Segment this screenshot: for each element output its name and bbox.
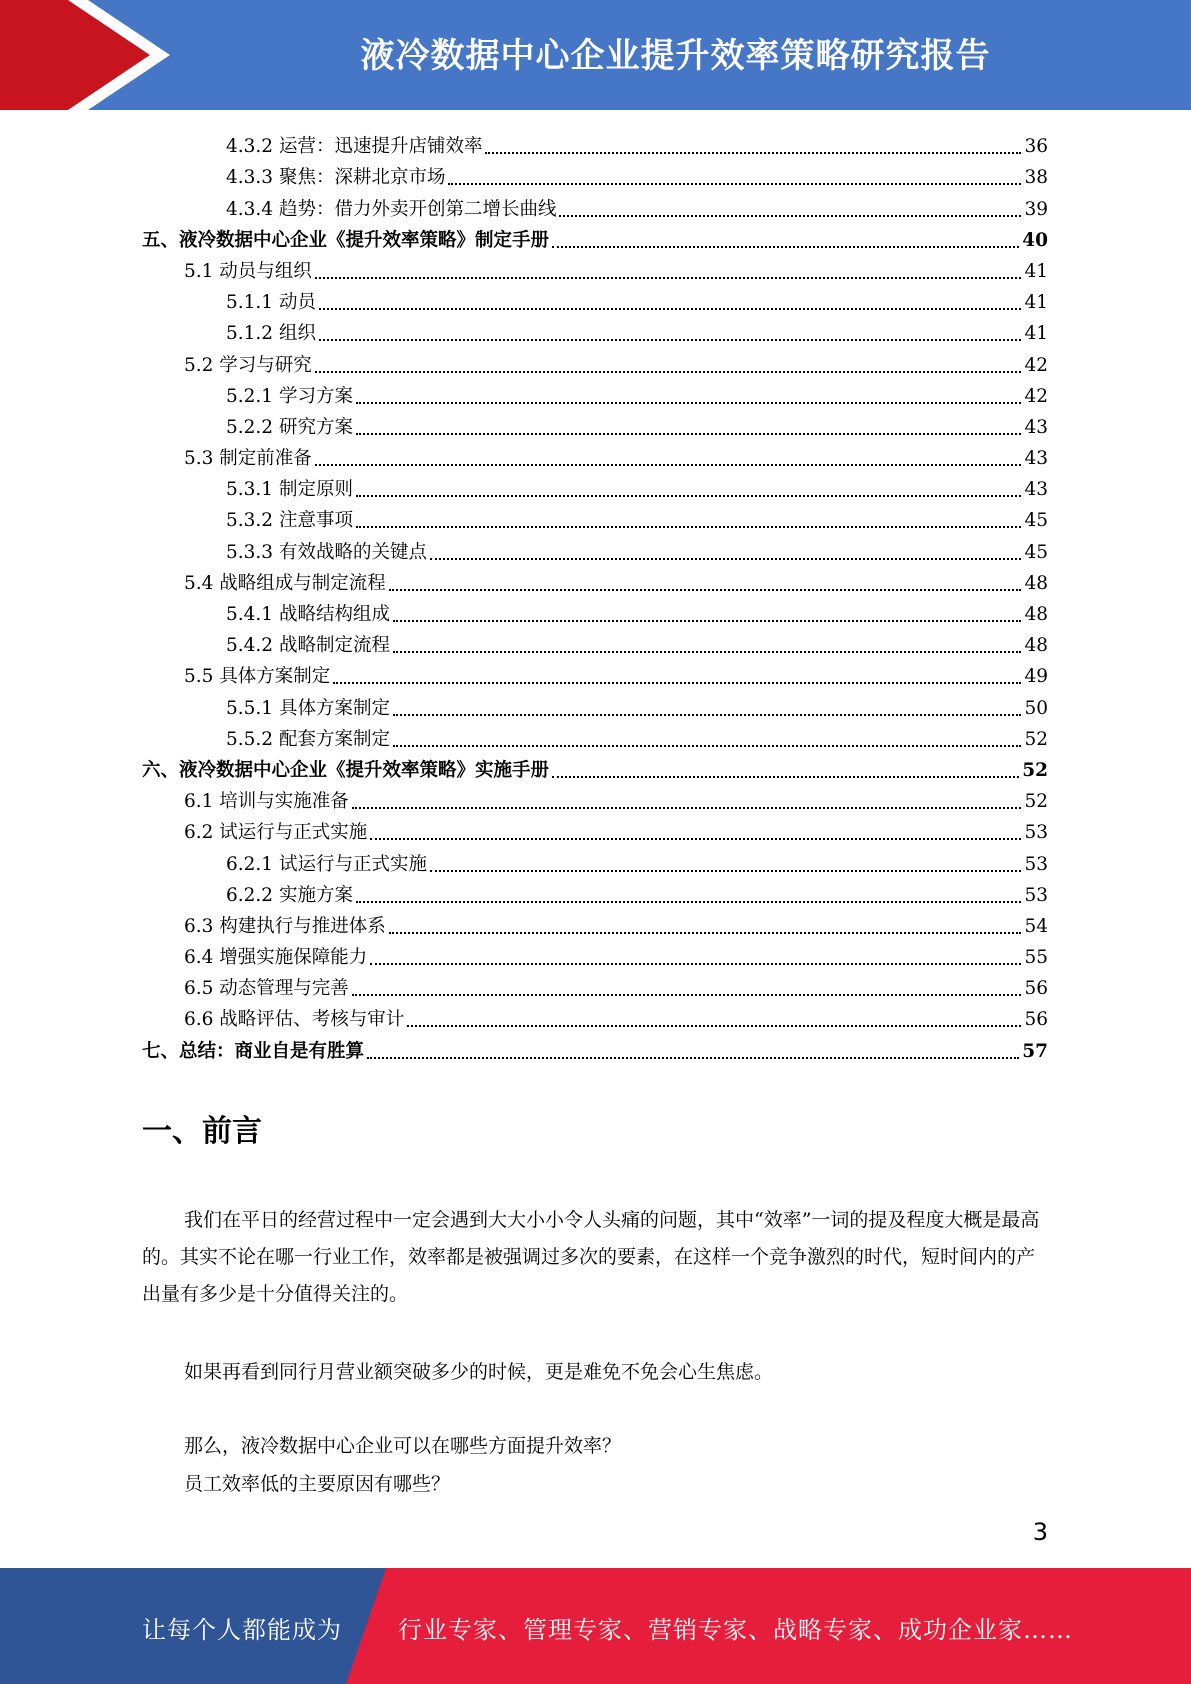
toc-leader-dots: [552, 776, 1019, 778]
toc-entry[interactable]: [142, 814, 1048, 845]
toc-entry-page: 52: [1024, 728, 1048, 750]
toc-entry-page: 38: [1024, 167, 1048, 189]
toc-entry[interactable]: [142, 315, 1048, 346]
toc-entry[interactable]: [142, 565, 1048, 596]
toc-entry-page: 42: [1024, 354, 1048, 376]
toc-entry-label: 5.2 学习与研究: [184, 354, 312, 376]
toc-entry[interactable]: [142, 627, 1048, 658]
toc-entry[interactable]: [142, 222, 1048, 253]
toc-leader-dots: [352, 807, 1022, 809]
toc-entry-page: 41: [1024, 260, 1048, 282]
toc-entry-page: 53: [1024, 822, 1048, 844]
toc-leader-dots: [393, 620, 1021, 622]
toc-leader-dots: [430, 870, 1021, 872]
toc-entry[interactable]: [142, 502, 1048, 533]
toc-entry[interactable]: [142, 596, 1048, 627]
toc-entry-page: 48: [1024, 572, 1048, 594]
toc-entry-page: 56: [1024, 978, 1048, 1000]
toc-leader-dots: [430, 558, 1021, 560]
toc-leader-dots: [370, 963, 1021, 965]
toc-leader-dots: [315, 464, 1022, 466]
toc-entry-page: 52: [1022, 759, 1048, 781]
toc-entry-page: 57: [1022, 1040, 1048, 1062]
toc-entry-label: 五、液冷数据中心企业《提升效率策略》制定手册: [142, 229, 550, 251]
toc-entry-page: 55: [1024, 947, 1048, 969]
toc-entry[interactable]: [142, 689, 1048, 720]
toc-entry-label: 6.2 试运行与正式实施: [184, 822, 368, 844]
toc-entry[interactable]: [142, 1001, 1048, 1032]
toc-leader-dots: [315, 277, 1022, 279]
toc-entry-label: 5.4.1 战略结构组成: [226, 604, 390, 625]
toc-entry-page: 52: [1024, 791, 1048, 813]
toc-entry-page: 49: [1024, 666, 1048, 688]
toc-entry-page: 48: [1024, 604, 1048, 625]
toc-entry[interactable]: [142, 1032, 1048, 1063]
toc-entry[interactable]: [142, 533, 1048, 564]
toc-entry[interactable]: [142, 658, 1048, 689]
toc-leader-dots: [356, 433, 1022, 435]
toc-entry-label: 5.1.1 动员: [226, 292, 316, 314]
toc-entry-label: 六、液冷数据中心企业《提升效率策略》实施手册: [142, 759, 550, 781]
toc-entry-page: 43: [1024, 416, 1048, 438]
toc-entry[interactable]: [142, 845, 1048, 876]
toc-leader-dots: [389, 589, 1022, 591]
toc-entry[interactable]: [142, 253, 1048, 284]
toc-entry-label: 5.3.1 制定原则: [226, 479, 353, 501]
toc-entry-label: 七、总结：商业自是有胜算: [142, 1040, 365, 1062]
toc-entry[interactable]: [142, 471, 1048, 502]
toc-entry-label: 5.3 制定前准备: [184, 448, 312, 470]
toc-leader-dots: [352, 994, 1022, 996]
toc-entry-label: 6.6 战略评估、考核与审计: [184, 1009, 405, 1031]
toc-entry-label: 5.3.2 注意事项: [226, 510, 353, 532]
toc-entry-label: 6.1 培训与实施准备: [184, 791, 349, 813]
toc-entry[interactable]: [142, 752, 1048, 783]
toc-entry[interactable]: [142, 721, 1048, 752]
toc-entry-page: 40: [1022, 229, 1048, 251]
toc-entry[interactable]: [142, 346, 1048, 377]
toc-entry-label: 5.1 动员与组织: [184, 260, 312, 282]
toc-entry-page: 56: [1024, 1009, 1048, 1031]
toc-entry[interactable]: [142, 190, 1048, 221]
section-heading: 一、前言: [142, 1114, 262, 1149]
toc-leader-dots: [356, 402, 1022, 404]
footer-slogan-left: 让每个人都能成为: [142, 1616, 342, 1644]
toc-entry-label: 5.5 具体方案制定: [184, 666, 331, 688]
toc-entry-page: 53: [1024, 853, 1048, 875]
paragraph-question-1: 那么，液冷数据中心企业可以在哪些方面提升效率？: [184, 1435, 622, 1457]
paragraph-anxiety: 如果再看到同行月营业额突破多少的时候，更是难免不免会心生焦虑。: [184, 1361, 774, 1383]
toc-entry-label: 6.2.1 试运行与正式实施: [226, 853, 427, 875]
page-number: 3: [1032, 1518, 1048, 1546]
toc-entry[interactable]: [142, 128, 1048, 159]
toc-entry-label: 5.5.2 配套方案制定: [226, 728, 390, 750]
toc-leader-dots: [448, 183, 1021, 185]
paragraph-question-2: 员工效率低的主要原因有哪些？: [184, 1473, 451, 1495]
toc-leader-dots: [356, 526, 1022, 528]
toc-leader-dots: [393, 745, 1021, 747]
toc-leader-dots: [333, 682, 1021, 684]
toc-entry-page: 54: [1024, 915, 1048, 937]
toc-entry-label: 4.3.2 运营：迅速提升店铺效率: [226, 136, 483, 158]
toc-entry-page: 39: [1024, 198, 1048, 220]
toc-entry-label: 5.5.1 具体方案制定: [226, 697, 390, 719]
toc-entry-label: 6.5 动态管理与完善: [184, 978, 349, 1000]
report-title: 液冷数据中心企业提升效率策略研究报告: [360, 36, 991, 76]
toc-entry-label: 4.3.4 趋势：借力外卖开创第二增长曲线: [226, 198, 557, 220]
toc-entry-page: 45: [1024, 541, 1048, 563]
toc-entry-page: 45: [1024, 510, 1048, 532]
toc-leader-dots: [315, 371, 1022, 373]
toc-leader-dots: [393, 714, 1021, 716]
toc-entry-page: 36: [1024, 136, 1048, 158]
toc-entry-label: 5.4.2 战略制定流程: [226, 635, 390, 657]
toc-leader-dots: [356, 495, 1022, 497]
toc-entry[interactable]: [142, 378, 1048, 409]
toc-entry-page: 41: [1024, 323, 1048, 345]
toc-entry-label: 5.3.3 有效战略的关键点: [226, 541, 427, 563]
toc-entry-label: 6.3 构建执行与推进体系: [184, 915, 386, 937]
toc-entry-label: 5.2.1 学习方案: [226, 385, 353, 407]
toc-entry-label: 5.4 战略组成与制定流程: [184, 572, 386, 594]
toc-leader-dots: [319, 308, 1022, 310]
toc-entry[interactable]: [142, 159, 1048, 190]
toc-entry-label: 5.1.2 组织: [226, 323, 316, 345]
toc-entry[interactable]: [142, 783, 1048, 814]
toc-entry[interactable]: [142, 284, 1048, 315]
toc-entry[interactable]: [142, 939, 1048, 970]
toc-leader-dots: [389, 932, 1022, 934]
toc-entry-page: 43: [1024, 448, 1048, 470]
toc-leader-dots: [367, 1057, 1019, 1059]
toc-entry[interactable]: [142, 409, 1048, 440]
toc-entry-page: 43: [1024, 479, 1048, 501]
toc-entry-page: 53: [1024, 884, 1048, 906]
toc-entry-page: 48: [1024, 635, 1048, 657]
toc-leader-dots: [319, 339, 1022, 341]
toc-leader-dots: [559, 215, 1021, 217]
footer-slogan-right: 行业专家、管理专家、营销专家、战略专家、成功企业家……: [398, 1616, 1073, 1644]
header-banner: [0, 0, 1191, 110]
toc-entry[interactable]: [142, 877, 1048, 908]
toc-entry-page: 50: [1024, 697, 1048, 719]
toc-entry-label: 6.2.2 实施方案: [226, 884, 353, 906]
toc-entry[interactable]: [142, 908, 1048, 939]
footer-banner: [0, 1568, 1191, 1684]
toc-leader-dots: [407, 1025, 1021, 1027]
toc-entry-page: 42: [1024, 385, 1048, 407]
toc-entry-label: 5.2.2 研究方案: [226, 416, 353, 438]
toc-leader-dots: [552, 246, 1019, 248]
table-of-contents: [142, 128, 1048, 1064]
paragraph-intro: 我们在平日的经营过程中一定会遇到大大小小令人头痛的问题，其中“效率”一词的提及程度大概是最高的。其实不论在哪一行业工作，效率都是被强调过多次的要素，在这样一个竞争激烈的时代，短时间内的产出量有多少是十分值得关注的。: [142, 1209, 1040, 1305]
toc-leader-dots: [485, 152, 1021, 154]
toc-entry[interactable]: [142, 970, 1048, 1001]
toc-leader-dots: [393, 651, 1021, 653]
toc-entry-label: 6.4 增强实施保障能力: [184, 947, 368, 969]
toc-entry-page: 41: [1024, 292, 1048, 314]
toc-entry-label: 4.3.3 聚焦：深耕北京市场: [226, 167, 446, 189]
toc-leader-dots: [370, 838, 1021, 840]
toc-leader-dots: [356, 901, 1022, 903]
toc-entry[interactable]: [142, 440, 1048, 471]
